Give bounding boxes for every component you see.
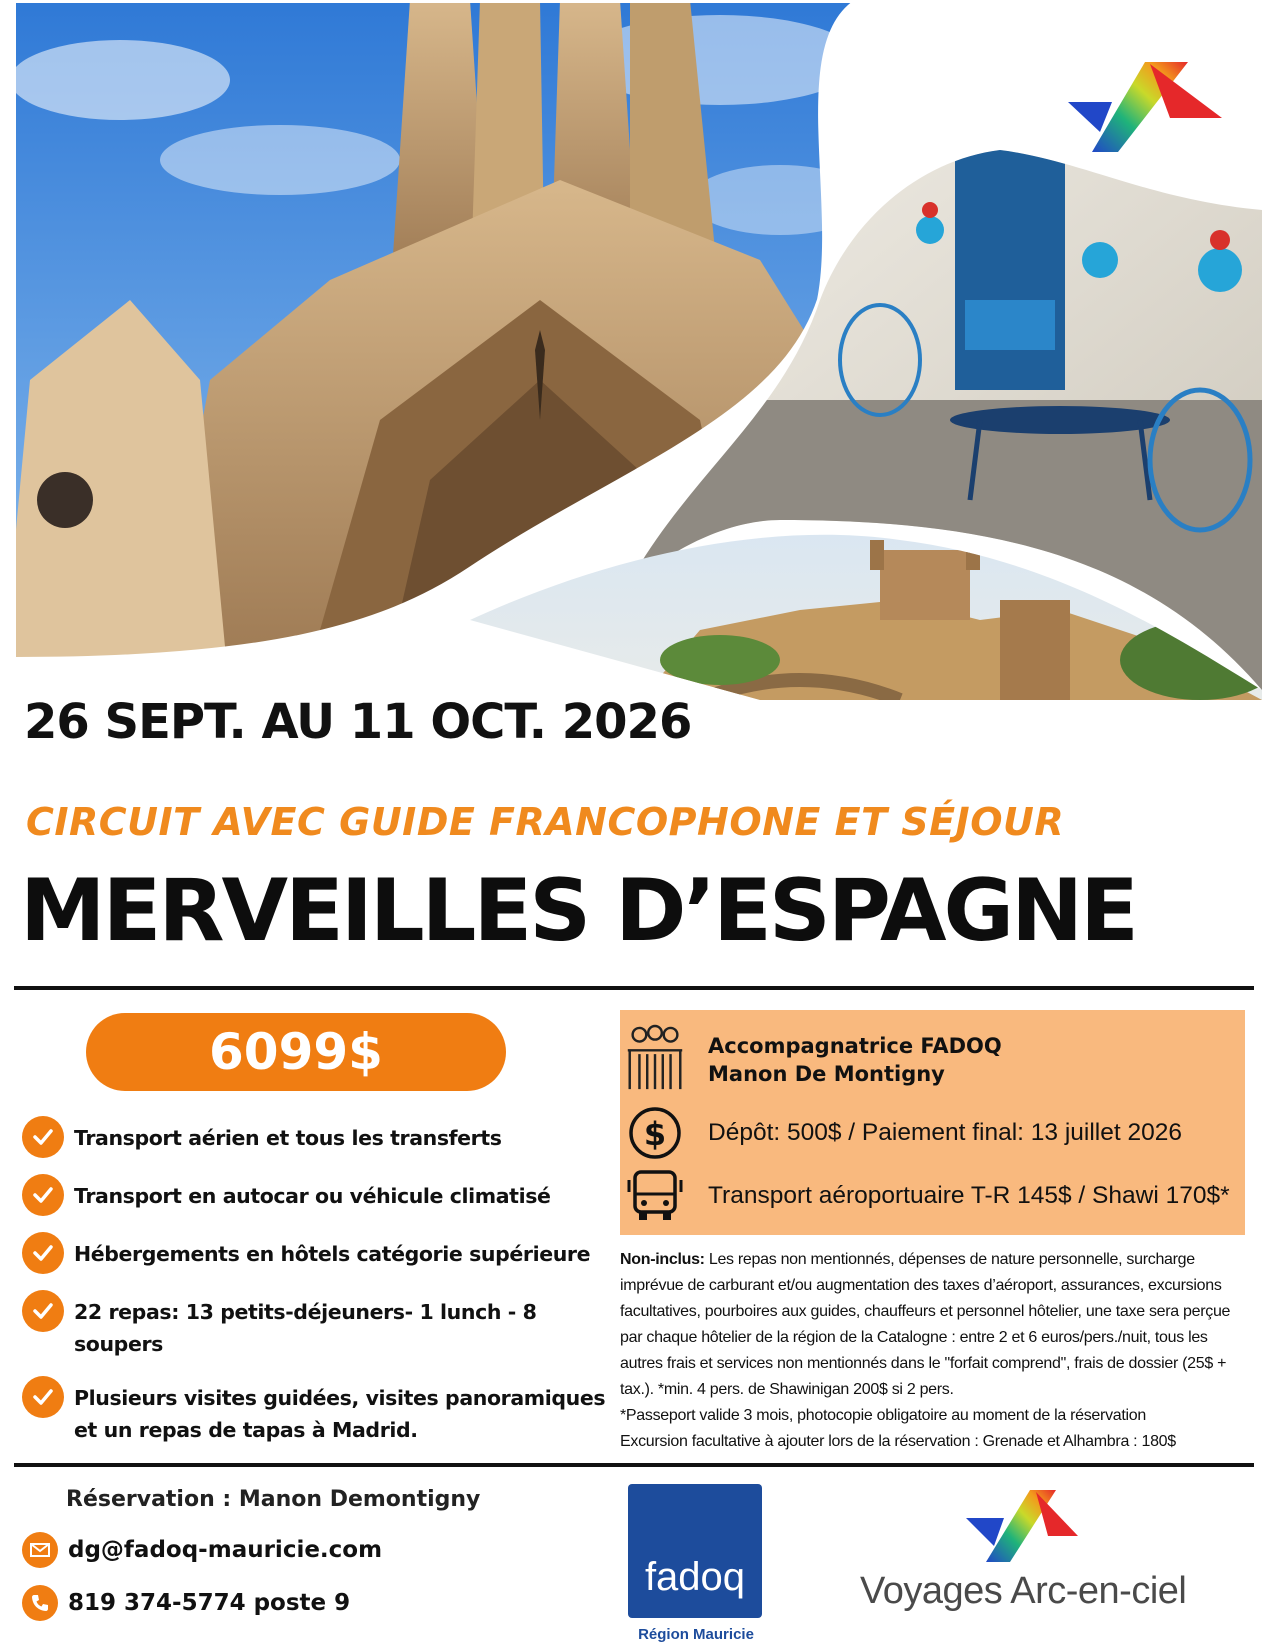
divider-bottom: [14, 1463, 1254, 1467]
check-icon: [22, 1232, 64, 1274]
guide-name: Manon De Montigny: [708, 1062, 945, 1086]
guide-title: Accompagnatrice FADOQ: [708, 1034, 1002, 1058]
fadoq-logo-text: fadoq: [644, 1555, 746, 1599]
collage-svg: [0, 0, 1275, 700]
divider-top: [14, 986, 1254, 990]
email-link[interactable]: dg@fadoq-mauricie.com: [68, 1537, 383, 1563]
list-item: [22, 1238, 622, 1274]
list-item-text: Transport en autocar ou véhicule climatisé: [74, 1184, 551, 1208]
dollar-icon: [620, 1105, 690, 1161]
price-badge: [86, 1013, 506, 1091]
payment-text: Dépôt: 500$ / Paiement final: 13 juillet 2026: [708, 1119, 1182, 1146]
page-title: MERVEILLES D’ESPAGNE: [20, 861, 1136, 961]
trip-subtitle: CIRCUIT AVEC GUIDE FRANCOPHONE ET SÉJOUR: [26, 800, 1065, 844]
fadoq-region: Région Mauricie: [638, 1626, 754, 1643]
fine-print: [620, 1247, 1252, 1455]
guide-info: [708, 1032, 1002, 1088]
list-item-text: Plusieurs visites guidées, visites panoramiques et un repas de tapas à Madrid.: [74, 1386, 606, 1442]
phone-row[interactable]: [22, 1585, 350, 1621]
group-icon: [620, 1024, 690, 1096]
phone-icon: [22, 1585, 58, 1621]
list-item: [22, 1382, 622, 1446]
fadoq-logo: [628, 1484, 762, 1618]
check-icon: [22, 1116, 64, 1158]
agency-name: Voyages Arc-en-ciel: [860, 1570, 1187, 1612]
guide-row: [620, 1024, 1002, 1096]
voyages-logo-mark: [960, 1488, 1082, 1564]
info-box: [620, 1010, 1245, 1235]
not-included-label: Non-inclus:: [620, 1251, 705, 1268]
list-item: [22, 1296, 622, 1360]
check-icon: [22, 1174, 64, 1216]
phone-number[interactable]: 819 374-5774 poste 9: [68, 1590, 351, 1616]
voyages-logo-top: [1068, 62, 1222, 152]
payment-row: [620, 1105, 1182, 1161]
trip-dates: 26 SEPT. AU 11 OCT. 2026: [24, 694, 692, 750]
list-item: [22, 1122, 622, 1158]
check-icon: [22, 1290, 64, 1332]
check-icon: [22, 1376, 64, 1418]
price-value: 6099$: [209, 1023, 383, 1081]
not-included-text: Les repas non mentionnés, dépenses de nature personnelle, surcharge imprévue de carburant et/ou augmentation des taxes d’aéroport, assurances, excursions facultatives, pourboires aux guides, chauffeurs et personnel hôtelier, une taxe sera perçue par chaque hôtelier de la région de la Catalogne : entre 2 et 6 euros/pers./nuit, tous les autres frais et services non mentionnés dans le "forfait comprend", frais de dossier (25$ + tax.). *min. 4 pers. de Shawinigan 200$ si 2 pers.: [620, 1251, 1231, 1398]
list-item-text: 22 repas: 13 petits-déjeuners- 1 lunch - 8 soupers: [74, 1300, 537, 1356]
list-item-text: Hébergements en hôtels catégorie supérieure: [74, 1242, 591, 1266]
passport-note: *Passeport valide 3 mois, photocopie obligatoire au moment de la réservation: [620, 1407, 1146, 1424]
photo-collage: [0, 0, 1275, 700]
transport-text: Transport aéroportuaire T-R 145$ / Shawi 170$*: [708, 1182, 1230, 1209]
list-item-text: Transport aérien et tous les transferts: [74, 1126, 502, 1150]
svg-text:$: $: [643, 1115, 667, 1153]
excursion-note: Excursion facultative à ajouter lors de la réservation : Grenade et Alhambra : 180$: [620, 1433, 1176, 1450]
email-row[interactable]: [22, 1532, 382, 1568]
inclusions-list: [22, 1122, 622, 1468]
list-item: [22, 1180, 622, 1216]
bus-icon: [620, 1168, 690, 1224]
mail-icon: [22, 1532, 58, 1568]
transport-row: [620, 1168, 1230, 1224]
reservation-label: Réservation : Manon Demontigny: [66, 1487, 481, 1512]
